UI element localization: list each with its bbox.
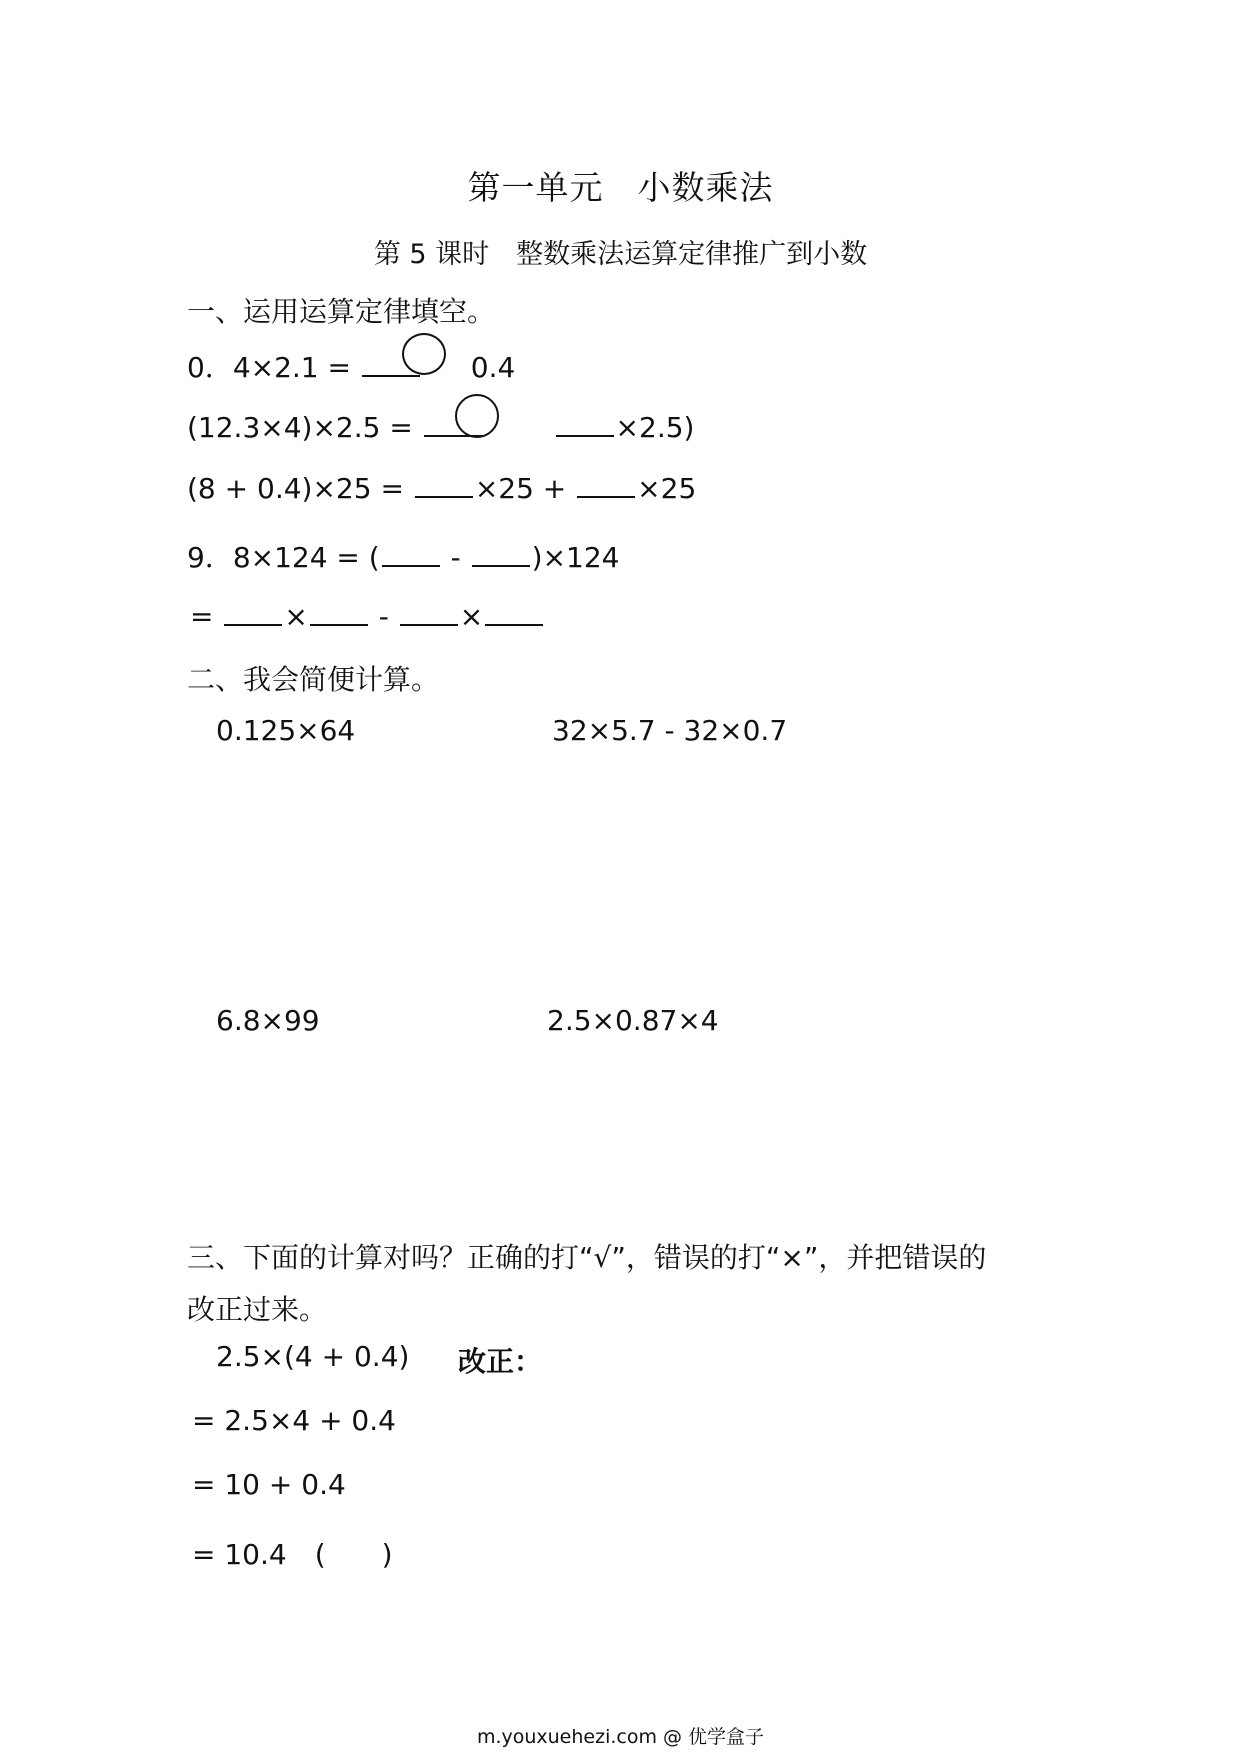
fill-question-4 (187, 536, 619, 576)
q4-mid: - (450, 541, 461, 574)
q2-right: ×2.5) (615, 411, 695, 444)
q2-left: (12.3×4)×2.5 = (187, 411, 413, 444)
check-step-1: = 2.5×4 + 0.4 (192, 1404, 396, 1437)
q5-minus: - (378, 600, 389, 633)
calc-problem-3: 6.8×99 (216, 1004, 320, 1037)
section3-heading-line2: 改正过来。 (187, 1293, 328, 1326)
q5-blank-3[interactable] (400, 623, 458, 626)
q4-left: 9．8×124 = ( (187, 541, 380, 574)
operator-circle-2[interactable] (455, 394, 499, 438)
q1-right: 0.4 (470, 351, 516, 384)
calc-problem-4: 2.5×0.87×4 (547, 1004, 719, 1037)
section1-heading: 一、运用运算定律填空。 (187, 295, 496, 328)
q3-blank-1[interactable] (415, 495, 473, 498)
calc-problem-2: 32×5.7 - 32×0.7 (552, 714, 788, 747)
q4-right: )×124 (531, 541, 620, 574)
q5-times-1: × (284, 600, 308, 633)
operator-circle-1[interactable] (402, 333, 446, 375)
lesson-subtitle: 第 5 课时 整数乘法运算定律推广到小数 (373, 239, 868, 270)
q3-blank-2[interactable] (577, 495, 635, 498)
q5-blank-4[interactable] (485, 623, 543, 626)
q5-equals: = (190, 600, 214, 633)
check-step-2: = 10 + 0.4 (192, 1468, 346, 1501)
fill-question-3 (187, 472, 696, 505)
section3-heading-line1: 三、下面的计算对吗？正确的打“√”，错误的打“×”，并把错误的 (187, 1241, 987, 1274)
fill-question-5 (190, 600, 545, 633)
q5-blank-2[interactable] (310, 623, 368, 626)
q3-right: ×25 (637, 472, 697, 505)
fill-question-1 (187, 346, 515, 386)
page-title: 第一单元 小数乘法 (467, 168, 774, 207)
section2-heading: 二、我会简便计算。 (187, 663, 440, 696)
q1-blank[interactable] (362, 374, 420, 377)
q1-left: 0．4×2.1 = (187, 351, 351, 384)
calc-problem-1: 0.125×64 (216, 714, 356, 747)
footer-watermark: m.youxuehezi.com @ 优学盒子 (476, 1726, 765, 1748)
q3-left: (8 + 0.4)×25 = (187, 472, 404, 505)
q4-blank-1[interactable] (382, 564, 440, 567)
q4-blank-2[interactable] (472, 564, 530, 567)
check-expression: 2.5×(4 + 0.4) (216, 1340, 410, 1373)
q2-blank-2[interactable] (556, 434, 614, 437)
q3-mid: ×25 + (474, 472, 567, 505)
q5-blank-1[interactable] (224, 623, 282, 626)
fill-question-2 (187, 411, 694, 444)
check-step-3[interactable]: = 10.4 ( ) (192, 1538, 393, 1571)
q5-times-2: × (459, 600, 484, 633)
correction-label: 改正： (458, 1345, 543, 1378)
